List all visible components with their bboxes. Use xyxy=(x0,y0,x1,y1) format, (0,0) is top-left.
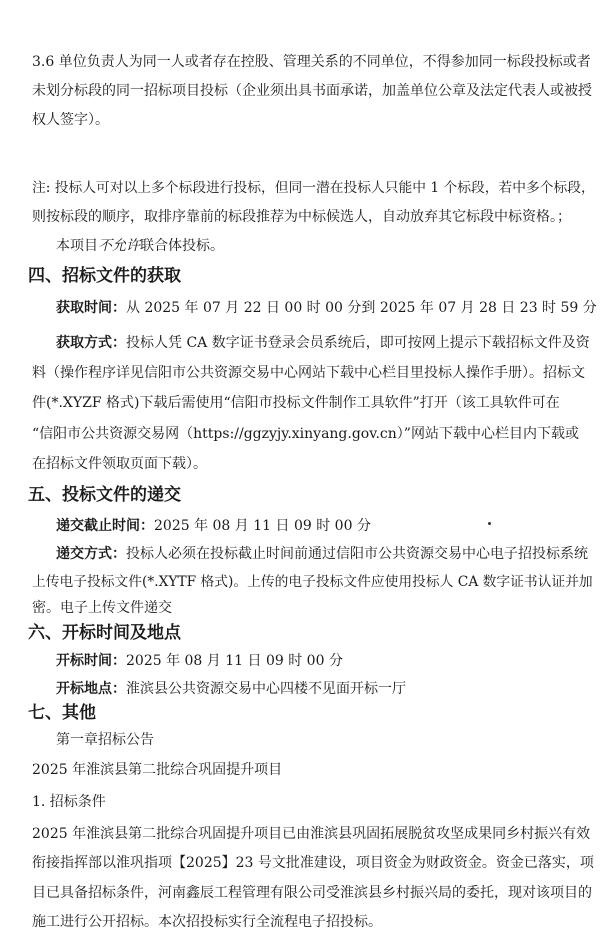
tender-condition-line-2: 衔接指挥部以淮巩指项【2025】23 号文批准建设，项目资金为财政资金。资金已落实，项 xyxy=(32,855,594,871)
tender-condition-line-4: 施工进行公开招标。本次招投标实行全流程电子招投标。 xyxy=(32,914,382,930)
acquire-method-line-1: 投标人凭 CA 数字证书登录会员系统后，即可按网上提示下载招标文件及资 xyxy=(126,335,590,351)
submit-method-label: 递交方式： xyxy=(56,546,126,562)
consortium-suffix: 联合体投标。 xyxy=(140,238,224,254)
acquire-time xyxy=(56,298,597,318)
open-time-value: 2025 年 08 月 11 日 09 时 00 分 xyxy=(126,653,343,669)
consortium-not-allowed: 不允许 xyxy=(98,238,140,254)
acquire-method-line-4: “信阳市公共资源交易网（https://ggzyjy.xinyang.gov.cn）”网站下载中心栏目内下载或 xyxy=(32,426,579,442)
open-place-label: 开标地点： xyxy=(56,681,126,697)
clause-3-6-line-1: 3.6 单位负责人为同一人或者存在控股、管理关系的不同单位，不得参加同一标段投标或者 xyxy=(32,54,591,70)
section-4-heading: 四、招标文件的获取 xyxy=(28,266,181,286)
chapter-title: 第一章招标公告 xyxy=(56,732,154,748)
submit-deadline xyxy=(56,516,371,536)
item-1-heading: 1. 招标条件 xyxy=(32,794,106,810)
open-time xyxy=(56,651,343,671)
acquire-method-line-2: 料（操作程序详见信阳市公共资源交易中心网站下载中心栏目里投标人操作手册）。招标文 xyxy=(32,365,585,381)
open-place-value: 淮滨县公共资源交易中心四楼不见面开标一厅 xyxy=(126,681,406,697)
acquire-method xyxy=(56,333,590,353)
stray-mark xyxy=(488,522,491,525)
consortium-statement xyxy=(56,236,224,256)
acquire-time-value: 从 2025 年 07 月 22 日 00 时 00 分到 2025 年 07 月 28 日 23 时 59 分 xyxy=(126,300,597,316)
open-place xyxy=(56,679,406,699)
submit-method-line-3: 密。电子上传文件递交 xyxy=(32,600,172,616)
submit-deadline-value: 2025 年 08 月 11 日 09 时 00 分 xyxy=(154,518,371,534)
section-7-heading: 七、其他 xyxy=(28,703,96,723)
section-5-heading: 五、投标文件的递交 xyxy=(28,485,181,505)
open-time-label: 开标时间： xyxy=(56,653,126,669)
project-title: 2025 年淮滨县第二批综合巩固提升项目 xyxy=(32,762,283,778)
acquire-method-line-3: 件(*.XYZF 格式)下载后需使用“信阳市投标文件制作工具软件”打开（该工具软件可在 xyxy=(32,395,560,411)
tender-condition-line-1: 2025 年淮滨县第二批综合巩固提升项目已由淮滨县巩固拓展脱贫攻坚成果同乡村振兴有效 xyxy=(32,826,591,842)
tender-condition-line-3: 目已具备招标条件，河南鑫辰工程管理有限公司受淮滨县乡村振兴局的委托，现对该项目的 xyxy=(32,885,592,901)
submit-method xyxy=(56,544,588,564)
submit-method-line-1: 投标人必须在投标截止时间前通过信阳市公共资源交易中心电子招投标系统 xyxy=(126,546,588,562)
note-line-2: 则按标段的顺序，取排序靠前的标段推荐为中标候选人，自动放弃其它标段中标资格。； xyxy=(32,209,571,225)
acquire-time-label: 获取时间： xyxy=(56,300,126,316)
consortium-prefix: 本项目 xyxy=(56,238,98,254)
clause-3-6-line-3: 权人签字）。 xyxy=(32,112,109,128)
acquire-method-line-5: 在招标文件领取页面下载）。 xyxy=(32,456,207,472)
section-6-heading: 六、开标时间及地点 xyxy=(28,623,181,643)
note-line-1: 注: 投标人可对以上多个标段进行投标，但同一潜在投标人只能中 1 个标段，若中多个标段， xyxy=(32,180,595,196)
submit-deadline-label: 递交截止时间： xyxy=(56,518,154,534)
clause-3-6-line-2: 未划分标段的同一招标项目投标（企业须出具书面承诺，加盖单位公章及法定代表人或被授 xyxy=(32,83,592,99)
acquire-method-label: 获取方式： xyxy=(56,335,126,351)
submit-method-line-2: 上传电子投标文件(*.XYTF 格式)。上传的电子投标文件应使用投标人 CA 数字证书认证并加 xyxy=(32,574,593,590)
